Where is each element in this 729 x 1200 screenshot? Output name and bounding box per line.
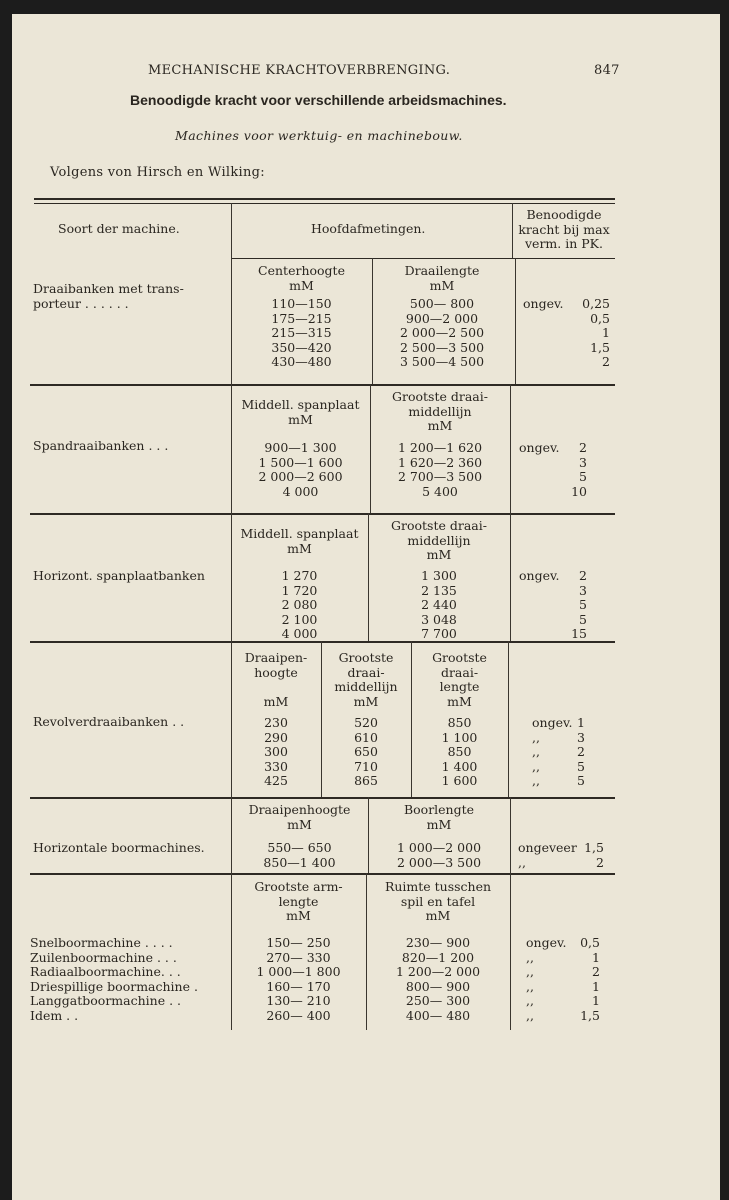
subheader bbox=[231, 803, 368, 832]
header-power bbox=[513, 208, 615, 252]
table-cell: 2 440 bbox=[421, 597, 457, 613]
table-cell: 0,5 bbox=[590, 310, 610, 326]
table-cell: 1 bbox=[592, 949, 600, 965]
machine-label: porteur . . . . . . bbox=[33, 296, 129, 311]
power-column bbox=[520, 716, 585, 789]
table-cell: Zuilenboormachine . . . bbox=[30, 949, 177, 965]
table-cell: 3 bbox=[579, 454, 587, 470]
table-cell: 1 000—2 000 bbox=[396, 840, 482, 855]
table-cell: mM bbox=[429, 277, 455, 293]
table-cell: 350—420 bbox=[271, 339, 332, 355]
table-cell: 230— 900 bbox=[405, 935, 471, 950]
subheader bbox=[231, 398, 370, 427]
table-cell: Driespillige boormachine . bbox=[30, 978, 198, 994]
value-column bbox=[368, 569, 510, 642]
table-cell: middellijn bbox=[408, 403, 472, 419]
machine-label: Horizont. spanplaatbanken bbox=[33, 568, 205, 583]
subheader bbox=[231, 880, 366, 924]
group-divider bbox=[30, 384, 615, 386]
table-cell: 4 000 bbox=[282, 483, 319, 499]
table-cell: 1,5 bbox=[590, 339, 610, 355]
column-divider bbox=[508, 641, 509, 797]
table-cell: 610 bbox=[354, 729, 378, 745]
table-cell: 4 000 bbox=[281, 626, 318, 642]
table-cell: ,, bbox=[526, 993, 534, 1009]
table-cell: Grootste arm- bbox=[254, 879, 343, 894]
table-cell: middellijn bbox=[407, 532, 471, 548]
table-cell: 550— 650 bbox=[267, 840, 332, 855]
subheader bbox=[368, 803, 510, 832]
table-cell: 215—315 bbox=[271, 325, 332, 341]
table-cell: 5 400 bbox=[422, 483, 458, 499]
table-cell: 425 bbox=[264, 773, 288, 789]
table-cell: 3 bbox=[577, 729, 585, 745]
table-cell: ,, bbox=[532, 773, 540, 789]
table-top-rule-thin bbox=[34, 203, 615, 204]
group-divider bbox=[30, 873, 615, 875]
table-cell: Grootste bbox=[432, 650, 487, 665]
value-column bbox=[231, 297, 372, 370]
table-cell: lengte bbox=[278, 893, 319, 909]
value-column bbox=[411, 716, 508, 789]
machine-label: Spandraaibanken . . . bbox=[33, 438, 169, 453]
value-column bbox=[366, 936, 510, 1024]
table-cell: draai- bbox=[440, 664, 479, 680]
power-prefix: ongev. bbox=[519, 568, 560, 583]
value-column bbox=[372, 297, 512, 370]
table-cell: Centerhoogte bbox=[258, 263, 345, 278]
power-column bbox=[520, 841, 604, 870]
table-cell: mM bbox=[289, 277, 314, 293]
table-cell: 1 200—2 000 bbox=[395, 964, 481, 980]
table-cell: 175—215 bbox=[271, 310, 332, 326]
table-cell: ,, bbox=[532, 758, 540, 774]
table-cell: 2 135 bbox=[421, 582, 457, 598]
table-cell: mM bbox=[425, 908, 451, 924]
table-cell: 130— 210 bbox=[266, 993, 331, 1009]
table-cell: ,, bbox=[532, 744, 540, 760]
table-cell: draai- bbox=[347, 664, 385, 680]
table-cell: 820—1 200 bbox=[401, 949, 475, 965]
value-column bbox=[231, 441, 370, 499]
table-cell: 160— 170 bbox=[266, 978, 331, 994]
machine-label-list bbox=[30, 936, 225, 1024]
table-cell: 2 080 bbox=[281, 597, 318, 613]
subheader bbox=[231, 264, 372, 293]
table-cell: 5 bbox=[579, 469, 587, 485]
table-cell: Radiaalboormachine. . . bbox=[30, 964, 181, 980]
table-cell: Draaipenhoogte bbox=[248, 802, 351, 817]
table-cell: Middell. spanplaat bbox=[241, 397, 360, 412]
table-cell: 1 500—1 600 bbox=[258, 454, 343, 470]
table-cell: 710 bbox=[354, 758, 378, 774]
table-cell: 0,5 bbox=[580, 935, 600, 950]
table-cell: 2 bbox=[596, 854, 604, 870]
table-cell: 1 400 bbox=[441, 758, 478, 774]
table-cell: 2 000—2 500 bbox=[399, 325, 485, 341]
table-cell: 1 000—1 800 bbox=[256, 964, 341, 980]
table-cell: 290 bbox=[264, 729, 288, 745]
table-cell: mM bbox=[287, 816, 312, 832]
table-cell: 900—2 000 bbox=[405, 310, 479, 326]
table-cell: ongeveer bbox=[518, 840, 577, 855]
table-cell: 2 700—3 500 bbox=[397, 469, 483, 485]
table-cell: Middell. spanplaat bbox=[240, 526, 359, 541]
table-cell: 0,25 bbox=[582, 296, 610, 311]
table-cell: 1 300 bbox=[421, 568, 457, 583]
table-cell: 1 bbox=[577, 715, 585, 730]
value-column bbox=[231, 841, 368, 870]
value-column bbox=[231, 936, 366, 1024]
column-divider bbox=[515, 258, 516, 384]
header-power-line: kracht bij max bbox=[518, 221, 610, 237]
table-cell: 1 bbox=[592, 978, 600, 994]
subheader bbox=[321, 651, 411, 709]
table-cell: Langgatboormachine . . bbox=[30, 993, 182, 1009]
table-cell: 230 bbox=[264, 715, 288, 730]
table-cell: 900—1 300 bbox=[264, 440, 337, 455]
table-cell: Grootste draai- bbox=[392, 389, 488, 404]
table-cell: mM bbox=[447, 693, 472, 709]
table-cell: 150— 250 bbox=[266, 935, 331, 950]
table-cell: 250— 300 bbox=[405, 993, 471, 1009]
table-cell: ,, bbox=[532, 729, 540, 745]
table-cell: 650 bbox=[354, 744, 378, 760]
table-cell: Idem . . bbox=[30, 1007, 79, 1023]
table-cell: ,, bbox=[518, 854, 526, 870]
group-divider bbox=[30, 797, 615, 799]
power-column bbox=[520, 297, 610, 370]
page-subtitle: Machines voor werktuig- en machinebouw. bbox=[175, 128, 463, 143]
table-cell: mM bbox=[427, 418, 453, 434]
table-cell: 430—480 bbox=[271, 354, 332, 370]
header-dimensions: Hoofdafmetingen. bbox=[311, 221, 426, 236]
table-cell: 1 720 bbox=[281, 582, 318, 598]
table-cell: 3 bbox=[579, 582, 587, 598]
table-cell: ongev. bbox=[532, 715, 573, 730]
table-cell: 2 bbox=[602, 354, 610, 370]
header-machine-type: Soort der machine. bbox=[58, 221, 180, 236]
table-cell: 10 bbox=[571, 483, 587, 499]
running-head: MECHANISCHE KRACHTOVERBRENGING. bbox=[148, 63, 451, 78]
column-divider bbox=[510, 384, 511, 513]
table-cell: 7 700 bbox=[421, 626, 457, 642]
table-cell: 2 bbox=[579, 568, 587, 583]
table-cell: 1 270 bbox=[281, 568, 318, 583]
table-cell: 865 bbox=[354, 773, 378, 789]
power-column bbox=[520, 936, 600, 1024]
table-cell: mM bbox=[353, 693, 379, 709]
table-cell: Snelboormachine . . . . bbox=[30, 935, 173, 950]
table-cell: Grootste draai- bbox=[391, 518, 487, 533]
table-cell: ongev. bbox=[526, 935, 567, 950]
table-cell: 300 bbox=[264, 744, 288, 760]
table-cell: 400— 480 bbox=[405, 1007, 471, 1023]
table-cell: mM bbox=[287, 540, 312, 556]
column-divider bbox=[510, 873, 511, 1030]
table-cell: 3 500—4 500 bbox=[399, 354, 485, 370]
value-column bbox=[368, 841, 510, 870]
table-cell: 5 bbox=[577, 773, 585, 789]
table-cell: 330 bbox=[264, 758, 288, 774]
page-number: 847 bbox=[594, 63, 620, 78]
table-cell: 2 bbox=[579, 440, 587, 455]
table-cell: 2 500—3 500 bbox=[399, 339, 485, 355]
table-cell bbox=[231, 680, 321, 695]
intro-text: Volgens von Hirsch en Wilking: bbox=[50, 165, 265, 180]
column-divider bbox=[510, 797, 511, 873]
table-cell: Boorlengte bbox=[403, 802, 475, 817]
table-cell: Draaipen- bbox=[244, 650, 308, 665]
table-cell: Ruimte tusschen bbox=[384, 879, 492, 894]
table-cell: mM bbox=[288, 411, 313, 427]
subheader bbox=[370, 390, 510, 434]
table-top-rule bbox=[34, 198, 615, 200]
table-cell: Grootste bbox=[338, 650, 394, 665]
value-column bbox=[231, 569, 368, 642]
table-cell: 520 bbox=[354, 715, 378, 730]
table-cell: 1 bbox=[602, 325, 610, 341]
table-cell: 1 620—2 360 bbox=[397, 454, 483, 470]
table-cell: Draailengte bbox=[404, 263, 480, 278]
table-cell: spil en tafel bbox=[400, 893, 476, 909]
table-cell: 1,5 bbox=[580, 1007, 600, 1023]
table-cell: mM bbox=[286, 908, 311, 924]
machine-label: Draaibanken met trans- bbox=[33, 281, 184, 296]
table-cell: mM bbox=[263, 693, 289, 709]
page-title: Benoodigde kracht voor verschillende arbeidsmachines. bbox=[130, 92, 507, 108]
table-cell: lengte bbox=[439, 679, 480, 695]
table-cell: 500— 800 bbox=[409, 296, 475, 311]
table-cell: 850 bbox=[447, 715, 472, 730]
power-prefix: ongev. bbox=[523, 296, 564, 311]
table-cell: ,, bbox=[526, 1007, 534, 1023]
header-power-line: verm. in PK. bbox=[525, 236, 603, 252]
header-power-line: Benoodigde bbox=[526, 207, 602, 222]
table-cell: hoogte bbox=[254, 664, 298, 680]
column-divider bbox=[510, 513, 511, 641]
table-cell: 3 048 bbox=[421, 611, 457, 627]
table-cell: 800— 900 bbox=[405, 978, 471, 994]
table-cell: 850 bbox=[447, 744, 472, 760]
table-cell: 1,5 bbox=[584, 840, 604, 855]
table-cell: 5 bbox=[577, 758, 585, 774]
table-cell: ,, bbox=[526, 949, 534, 965]
power-prefix: ongev. bbox=[519, 440, 560, 455]
table-cell: 1 100 bbox=[441, 729, 478, 745]
table-cell: mM bbox=[426, 547, 452, 563]
power-column bbox=[520, 569, 587, 642]
header-bottom-rule bbox=[231, 258, 615, 259]
table-cell: 1 200—1 620 bbox=[397, 440, 483, 455]
subheader bbox=[231, 651, 321, 709]
value-column bbox=[370, 441, 510, 499]
subheader bbox=[411, 651, 508, 709]
value-column bbox=[231, 716, 321, 789]
table-cell: ,, bbox=[526, 964, 534, 980]
table-cell: ,, bbox=[526, 978, 534, 994]
table-cell: 2 bbox=[577, 744, 585, 760]
subheader bbox=[368, 519, 510, 563]
machine-label: Horizontale boormachines. bbox=[33, 840, 205, 855]
subheader bbox=[366, 880, 510, 924]
table-cell: 2 100 bbox=[281, 611, 318, 627]
table-cell: middellijn bbox=[334, 679, 398, 695]
power-column bbox=[520, 441, 587, 499]
value-column bbox=[321, 716, 411, 789]
subheader bbox=[231, 527, 368, 556]
table-cell: 110—150 bbox=[271, 296, 332, 311]
subheader bbox=[372, 264, 512, 293]
table-cell: 2 000—3 500 bbox=[396, 854, 482, 870]
table-cell: 15 bbox=[571, 626, 587, 642]
group-divider bbox=[30, 513, 615, 515]
table-cell: mM bbox=[426, 816, 452, 832]
table-cell: 2 bbox=[592, 964, 600, 980]
table-cell: 2 000—2 600 bbox=[258, 469, 343, 485]
table-cell: 270— 330 bbox=[266, 949, 331, 965]
table-cell: 1 bbox=[592, 993, 600, 1009]
table-cell: 5 bbox=[579, 611, 587, 627]
table-cell: 1 600 bbox=[441, 773, 478, 789]
table-cell: 850—1 400 bbox=[263, 854, 336, 870]
table-cell: 260— 400 bbox=[266, 1007, 331, 1023]
table-cell: 5 bbox=[579, 597, 587, 613]
machine-label: Revolverdraaibanken . . bbox=[33, 714, 185, 729]
